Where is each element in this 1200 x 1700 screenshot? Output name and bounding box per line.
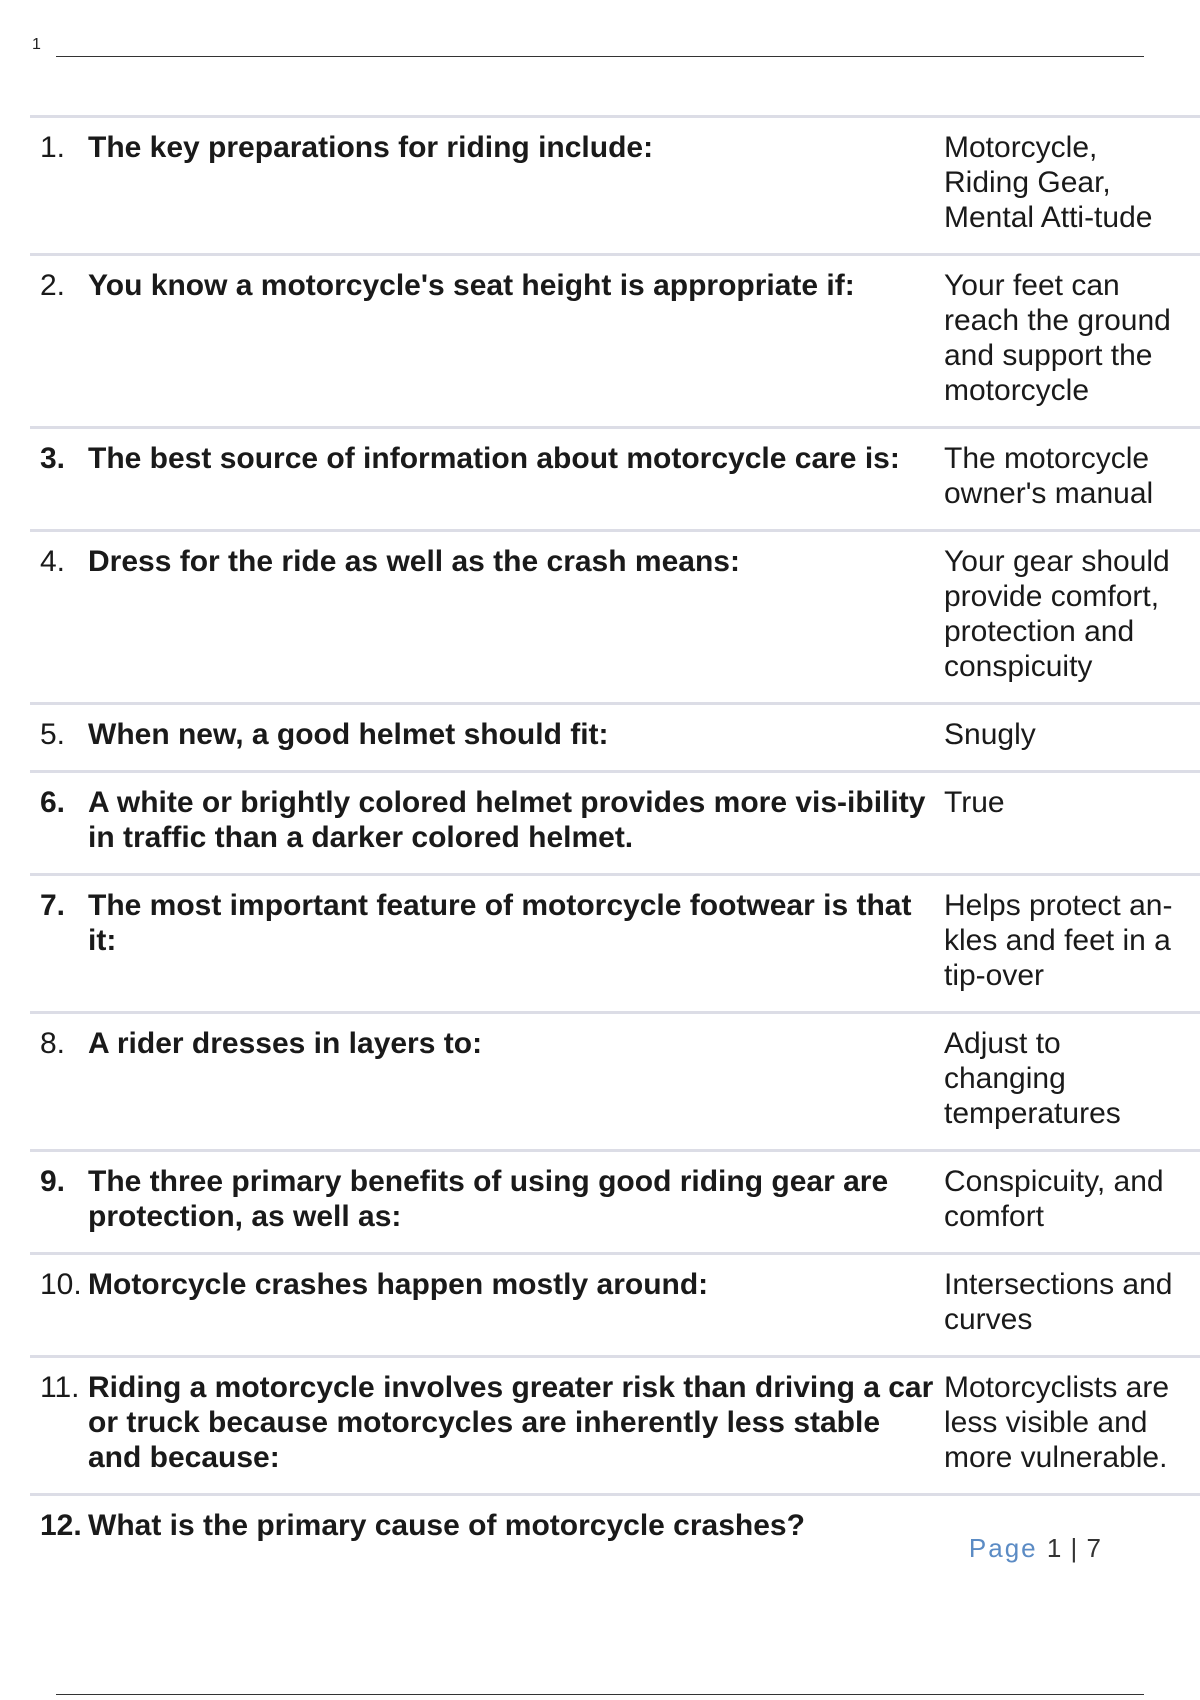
table-row <box>30 876 1200 1014</box>
table-row <box>30 1358 1200 1496</box>
question-text: You know a motorcycle's seat height is appropriate if: <box>88 269 855 302</box>
question-text: A rider dresses in layers to: <box>88 1027 483 1060</box>
table-row <box>30 1152 1200 1255</box>
table-row <box>30 1014 1200 1152</box>
question-number: 5. <box>40 718 66 751</box>
quiz-table <box>30 115 1200 1561</box>
answer-text: The motorcycle owner's manual <box>944 442 1154 510</box>
table-row <box>30 705 1200 773</box>
question-text: Riding a motorcycle involves greater risk than driving a car or truck because motorcycles are inherently less stable and because: <box>88 1371 934 1474</box>
question-text: When new, a good helmet should fit: <box>88 718 609 751</box>
question-number: 10. <box>40 1268 82 1301</box>
question-number: 6. <box>40 786 66 819</box>
question-text: What is the primary cause of motorcycle crashes? <box>88 1509 805 1542</box>
answer-text: Conspicuity, and comfort <box>944 1165 1164 1233</box>
page-number: 1 | 7 <box>1046 1533 1102 1563</box>
question-number: 4. <box>40 545 66 578</box>
question-text: Motorcycle crashes happen mostly around: <box>88 1268 709 1301</box>
answer-text: Motorcyclists are less visible and more vulnerable. <box>944 1371 1170 1474</box>
page-marker: 1 <box>32 36 41 53</box>
question-number: 2. <box>40 269 66 302</box>
table-row <box>30 256 1200 429</box>
question-number: 8. <box>40 1027 66 1060</box>
table-row <box>30 532 1200 705</box>
page-footer <box>969 1533 1102 1564</box>
answer-text: Motorcycle, Riding Gear, Mental Atti-tude <box>944 131 1153 234</box>
question-text: The key preparations for riding include: <box>88 131 654 164</box>
table-row <box>30 773 1200 876</box>
question-text: The three primary benefits of using good riding gear are protection, as well as: <box>88 1165 889 1233</box>
question-number: 11. <box>40 1371 80 1404</box>
question-number: 1. <box>40 131 66 164</box>
answer-text: Intersections and curves <box>944 1268 1173 1336</box>
question-number: 9. <box>40 1165 66 1198</box>
question-number: 3. <box>40 442 66 475</box>
question-text: The most important feature of motorcycle footwear is that it: <box>88 889 912 957</box>
question-number: 12. <box>40 1509 82 1542</box>
answer-text: Your feet can reach the ground and support the motorcycle <box>944 269 1171 407</box>
answer-text: Your gear should provide comfort, protection and conspicuity <box>944 545 1170 683</box>
question-text: The best source of information about motorcycle care is: <box>88 442 900 475</box>
table-row <box>30 429 1200 532</box>
question-text: A white or brightly colored helmet provides more vis-ibility in traffic than a darker colored helmet. <box>88 786 926 854</box>
answer-text: Snugly <box>944 718 1036 751</box>
header-rule <box>56 56 1144 57</box>
footer-rule <box>56 1694 1144 1695</box>
answer-text: True <box>944 786 1005 819</box>
question-text: Dress for the ride as well as the crash means: <box>88 545 740 578</box>
page-word: Page <box>968 1533 1038 1563</box>
answer-text: Helps protect an-kles and feet in a tip-over <box>944 889 1173 992</box>
answer-text: Adjust to changing temperatures <box>944 1027 1121 1130</box>
question-number: 7. <box>40 889 66 922</box>
table-row <box>30 118 1200 256</box>
table-row <box>30 1255 1200 1358</box>
